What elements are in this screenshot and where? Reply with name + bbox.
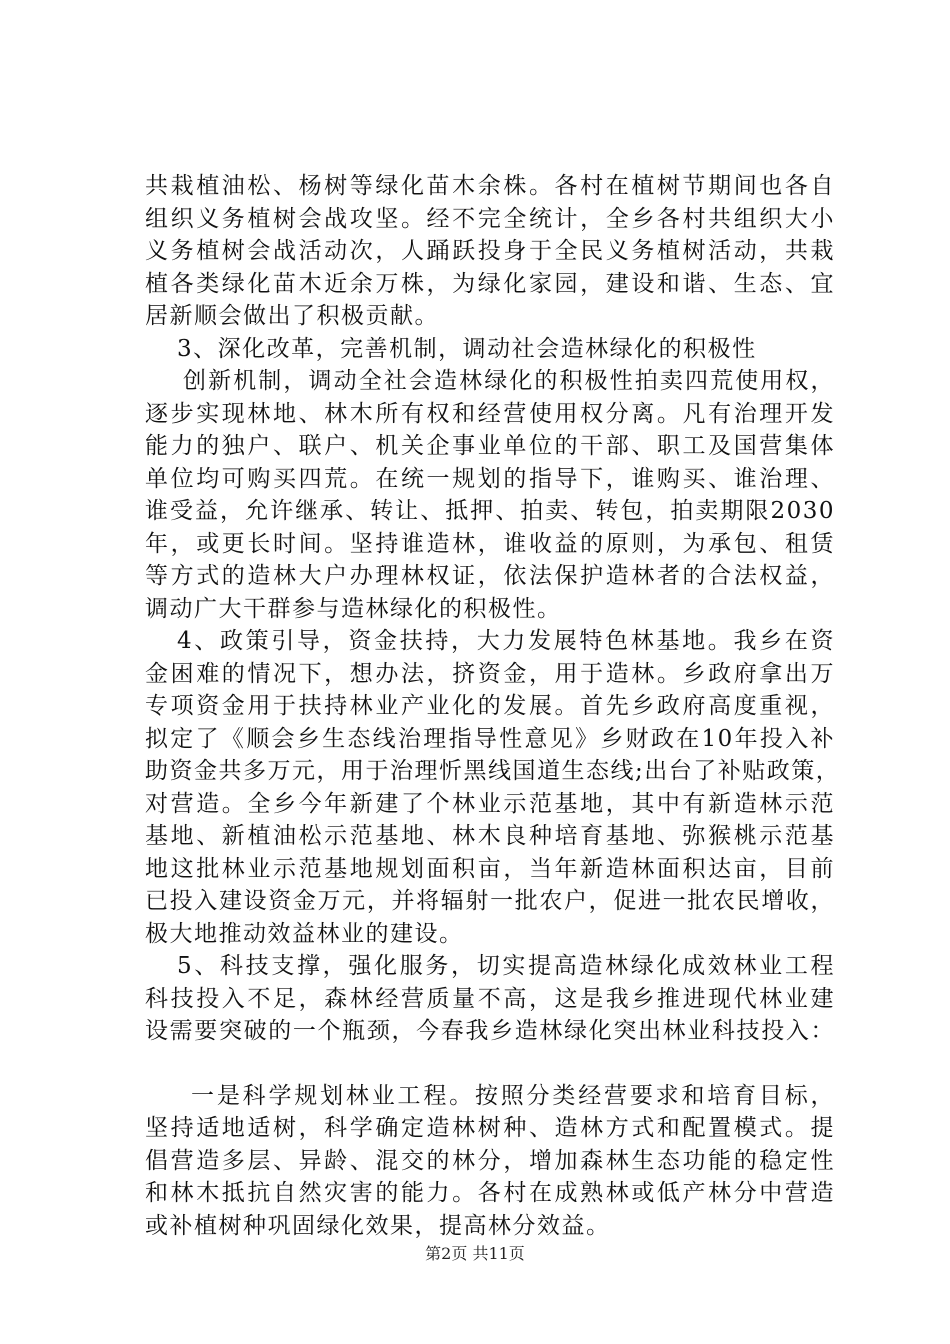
- text-line: 逐步实现林地、林木所有权和经营使用权分离。凡有治理开发: [145, 400, 835, 427]
- text-line: 科技投入不足，森林经营质量不高，这是我乡推进现代林业建: [145, 985, 835, 1012]
- text-line: 拟定了《顺会乡生态线治理指导性意见》乡财政在10年投入补: [145, 725, 835, 752]
- text-line: 设需要突破的一个瓶颈，今春我乡造林绿化突出林业科技投入：: [145, 1018, 835, 1044]
- text-line: 对营造。全乡今年新建了个林业示范基地，其中有新造林示范: [145, 790, 835, 817]
- text-line: 专项资金用于扶持林业产业化的发展。首先乡政府高度重视，: [145, 693, 835, 719]
- text-line: 金困难的情况下，想办法，挤资金，用于造林。乡政府拿出万: [145, 660, 835, 687]
- text-line: 义务植树会战活动次，人踊跃投身于全民义务植树活动，共栽: [145, 238, 835, 264]
- text-line: 创新机制，调动全社会造林绿化的积极性拍卖四荒使用权，: [183, 368, 835, 394]
- paragraph-gap: [145, 1048, 835, 1080]
- text-line: 一是科学规划林业工程。按照分类经营要求和培育目标，: [191, 1082, 835, 1109]
- text-line: 共栽植油松、杨树等绿化苗木余株。各村在植树节期间也各自: [145, 173, 835, 199]
- text-line: 和林木抵抗自然灾害的能力。各村在成熟林或低产林分中营造: [145, 1180, 835, 1206]
- text-line: 已投入建设资金万元，并将辐射一批农户，促进一批农民增收，: [145, 888, 835, 914]
- text-line: 助资金共多万元，用于治理忻黑线国道生态线;出台了补贴政策，: [145, 758, 841, 784]
- text-line: 地这批林业示范基地规划面积亩，当年新造林面积达亩，目前: [145, 855, 835, 882]
- document-body: [145, 170, 841, 1242]
- section-heading: 3、深化改革，完善机制，调动社会造林绿化的积极性: [177, 335, 757, 362]
- text-line: 或补植树种巩固绿化效果，提高林分效益。: [145, 1212, 611, 1239]
- text-line: 组织义务植树会战攻坚。经不完全统计，全乡各村共组织大小: [145, 205, 835, 232]
- text-line: 植各类绿化苗木近余万株，为绿化家园，建设和谐、生态、宜: [145, 270, 835, 297]
- text-line: 基地、新植油松示范基地、林木良种培育基地、弥猴桃示范基: [145, 823, 835, 849]
- text-line: 调动广大干群参与造林绿化的积极性。: [145, 595, 562, 622]
- page-number: 第2页 共11页: [425, 1244, 525, 1263]
- section-heading: 5、科技支撑，强化服务，切实提高造林绿化成效林业工程: [177, 953, 835, 979]
- text-line: 坚持适地适树，科学确定造林树种、造林方式和配置模式。提: [145, 1115, 835, 1141]
- section-heading: 4、政策引导，资金扶持，大力发展特色林基地。我乡在资: [177, 628, 835, 654]
- text-line: 能力的独户、联户、机关企事业单位的干部、职工及国营集体: [145, 433, 835, 459]
- text-line: 单位均可购买四荒。在统一规划的指导下，谁购买、谁治理、: [145, 465, 835, 492]
- text-line: 极大地推动效益林业的建设。: [145, 920, 464, 947]
- text-line: 倡营造多层、异龄、混交的林分，增加森林生态功能的稳定性: [145, 1147, 835, 1174]
- text-line: 谁受益，允许继承、转让、抵押、拍卖、转包，拍卖期限2030: [145, 498, 835, 524]
- text-line: 居新顺会做出了积极贡献。: [145, 303, 439, 329]
- text-line: 等方式的造林大户办理林权证，依法保护造林者的合法权益，: [145, 563, 835, 589]
- text-line: 年，或更长时间。坚持谁造林，谁收益的原则，为承包、租赁: [145, 530, 835, 557]
